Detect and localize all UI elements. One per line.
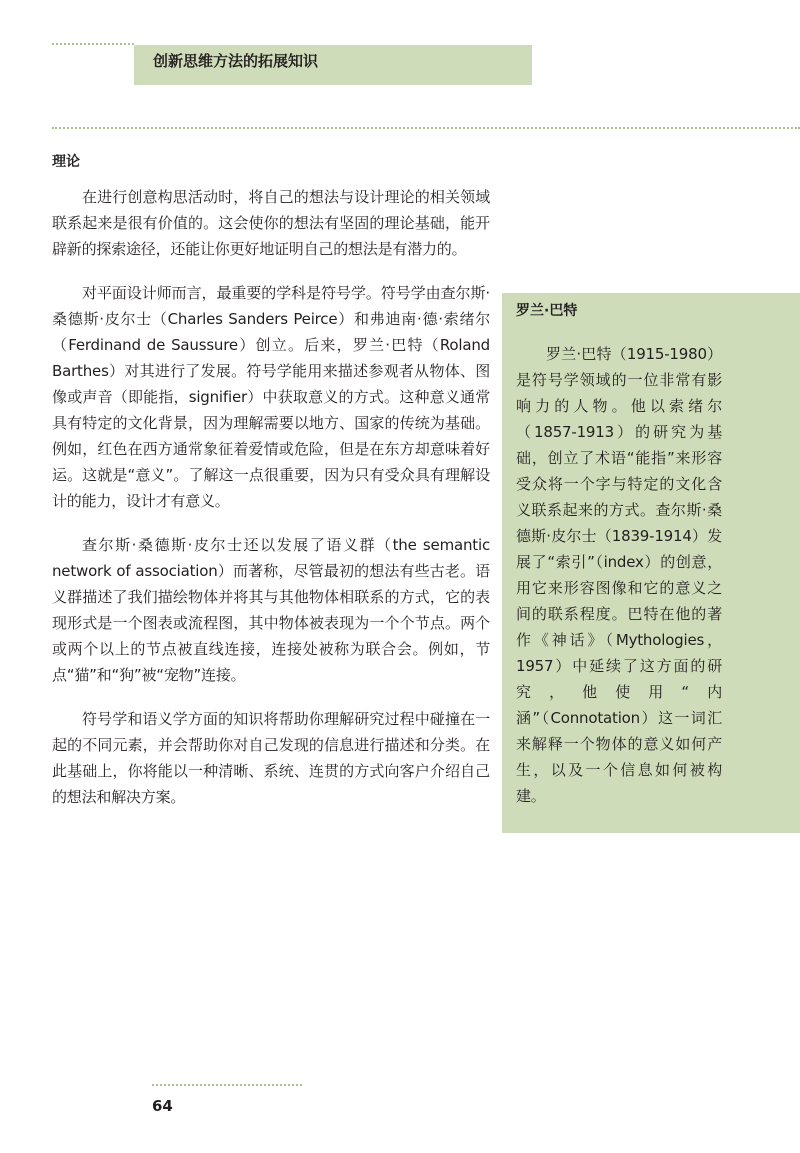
section-divider	[52, 127, 800, 129]
paragraph: 在进行创意构思活动时，将自己的想法与设计理论的相关领域联系起来是很有价值的。这会使你的想法有坚固的理论基础，能开辟新的探索途径，还能让你更好地证明自己的想法是有潜力的。	[52, 188, 490, 258]
paragraph: 符号学和语义学方面的知识将帮助你理解研究过程中碰撞在一起的不同元素，并会帮助你对自己发现的信息进行描述和分类。在此基础上，你将能以一种清晰、系统、连贯的方式向客户介绍自己的想法和解决方案。	[52, 710, 490, 806]
section-heading: 理论	[52, 154, 80, 170]
sidebar-title: 罗兰·巴特	[516, 303, 578, 319]
sidebar-text: 罗兰·巴特（1915-1980）是符号学领域的一位非常有影响力的人物。他以索绪尔（1857-1913）的研究为基础，创立了术语“能指”来形容受众将一个字与特定的文化含义联系起来的方式。查尔斯·桑德斯·皮尔士（1839-1914）发展了“索引”（index）的创意，用它来形容图像和它的意义之间的联系程度。巴特在他的著作《神话》（Mythologies，1957）中延续了这方面的研究，他使用“内涵”（Connotation）这一词汇来解释一个物体的意义如何产生，以及一个信息如何被构建。	[516, 345, 722, 805]
page-number: 64	[152, 1097, 173, 1115]
paragraph: 查尔斯·桑德斯·皮尔士还以发展了语义群（the semantic network of association）而著称，尽管最初的想法有些古老。语义群描述了我们描绘物体并将其与其他物体相联系的方式，它的表现形式是一个图表或流程图，其中物体被表现为一个个节点。两个或两个以上的节点被直线连接，连接处被称为联合会。例如，节点“猫”和“狗”被“宠物”连接。	[52, 536, 490, 684]
main-text-column	[52, 184, 490, 828]
paragraph: 对平面设计师而言，最重要的学科是符号学。符号学由查尔斯·桑德斯·皮尔士（Charles Sanders Peirce）和弗迪南·德·索绪尔（Ferdinand de Saussure）创立。后来，罗兰·巴特（Roland Barthes）对其进行了发展。符号学能用来描述参观者从物体、图像或声音（即能指，signifier）中获取意义的方式。这种意义通常具有特定的文化背景，因为理解需要以地方、国家的传统为基础。例如，红色在西方通常象征着爱情或危险，但是在东方却意味着好运。这就是“意义”。了解这一点很重要，因为只有受众具有理解设计的能力，设计才有意义。	[52, 284, 490, 510]
footer-dotted-line	[152, 1084, 302, 1086]
header-dotted-line	[52, 43, 134, 45]
chapter-title: 创新思维方法的拓展知识	[153, 52, 319, 70]
